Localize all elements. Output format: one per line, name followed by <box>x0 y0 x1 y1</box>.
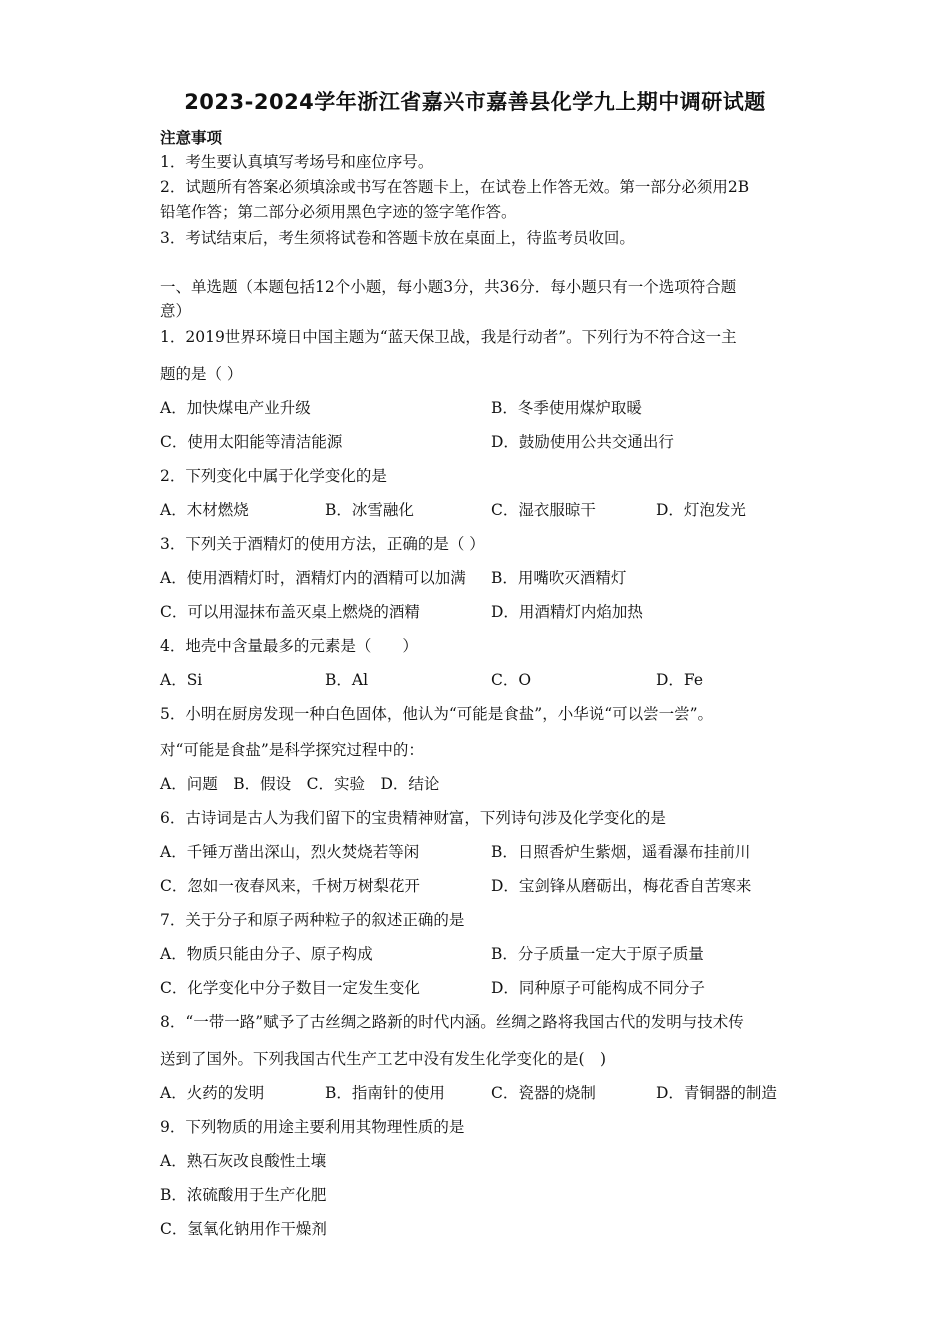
question-8-stem: 8．“一带一路”赋予了古丝绸之路新的时代内涵。丝绸之路将我国古代的发明与技术传 <box>160 1013 744 1031</box>
question-4-option-d: D．Fe <box>656 671 704 689</box>
question-1-stem: 1．2019世界环境日中国主题为“蓝天保卫战，我是行动者”。下列行为不符合这一主 <box>160 328 737 346</box>
question-7-option-d: D．同种原子可能构成不同分子 <box>491 979 705 997</box>
notice-item: 3．考试结束后，考生须将试卷和答题卡放在桌面上，待监考员收回。 <box>160 229 635 247</box>
section-heading-cont: 意） <box>160 302 192 320</box>
question-8-option-c: C．瓷器的烧制 <box>491 1084 596 1102</box>
question-3-option-d: D．用酒精灯内焰加热 <box>491 603 643 621</box>
question-1-option-c: C．使用太阳能等清洁能源 <box>160 433 343 451</box>
question-4-option-b: B．Al <box>325 671 369 689</box>
question-7-option-b: B．分子质量一定大于原子质量 <box>491 945 704 963</box>
section-heading: 一、单选题（本题包括12个小题，每小题3分，共36分．每小题只有一个选项符合题 <box>160 278 737 296</box>
notice-item: 铅笔作答；第二部分必须用黑色字迹的签字笔作答。 <box>160 203 517 221</box>
question-2-option-a: A．木材燃烧 <box>160 501 249 519</box>
question-4-stem: 4．地壳中含量最多的元素是（ ） <box>160 637 418 655</box>
question-6-option-a: A．千锤万凿出深山，烈火焚烧若等闲 <box>160 843 420 861</box>
question-2-option-c: C．湿衣服晾干 <box>491 501 596 519</box>
question-3-option-b: B．用嘴吹灭酒精灯 <box>491 569 627 587</box>
question-8-option-a: A．火药的发明 <box>160 1084 265 1102</box>
question-9-option-b: B．浓硫酸用于生产化肥 <box>160 1186 327 1204</box>
question-2-option-b: B．冰雪融化 <box>325 501 414 519</box>
notice-item: 1．考生要认真填写考场号和座位序号。 <box>160 153 434 171</box>
question-6-option-b: B．日照香炉生紫烟，遥看瀑布挂前川 <box>491 843 751 861</box>
question-3-option-c: C．可以用湿抹布盖灭桌上燃烧的酒精 <box>160 603 420 621</box>
question-9-option-a: A．熟石灰改良酸性土壤 <box>160 1152 327 1170</box>
question-7-option-a: A．物质只能由分子、原子构成 <box>160 945 373 963</box>
question-1-stem-cont: 题的是（ ） <box>160 365 243 383</box>
question-1-option-d: D．鼓励使用公共交通出行 <box>491 433 674 451</box>
question-5-options: A．问题 B．假设 C．实验 D．结论 <box>160 775 440 793</box>
question-2-stem: 2．下列变化中属于化学变化的是 <box>160 467 387 485</box>
question-9-stem: 9．下列物质的用途主要利用其物理性质的是 <box>160 1118 465 1136</box>
question-8-option-b: B．指南针的使用 <box>325 1084 445 1102</box>
question-1-option-a: A．加快煤电产业升级 <box>160 399 311 417</box>
question-5-stem-cont: 对“可能是食盐”是科学探究过程中的： <box>160 741 424 759</box>
question-7-stem: 7．关于分子和原子两种粒子的叙述正确的是 <box>160 911 465 929</box>
question-2-option-d: D．灯泡发光 <box>656 501 746 519</box>
question-9-option-c: C．氢氧化钠用作干燥剂 <box>160 1220 327 1238</box>
question-5-stem: 5．小明在厨房发现一种白色固体，他认为“可能是食盐”，小华说“可以尝一尝”。 <box>160 705 714 723</box>
exam-title: 2023-2024学年浙江省嘉兴市嘉善县化学九上期中调研试题 <box>184 90 766 114</box>
notice-heading: 注意事项 <box>160 128 223 147</box>
question-6-stem: 6．古诗词是古人为我们留下的宝贵精神财富，下列诗句涉及化学变化的是 <box>160 809 666 827</box>
question-6-option-d: D．宝剑锋从磨砺出，梅花香自苦寒来 <box>491 877 752 895</box>
question-8-stem-cont: 送到了国外。下列我国古代生产工艺中没有发生化学变化的是( ) <box>160 1050 607 1068</box>
question-1-option-b: B．冬季使用煤炉取暖 <box>491 399 642 417</box>
notice-item: 2．试题所有答案必须填涂或书写在答题卡上，在试卷上作答无效。第一部分必须用2B <box>160 178 750 196</box>
question-3-option-a: A．使用酒精灯时，酒精灯内的酒精可以加满 <box>160 569 466 587</box>
question-6-option-c: C．忽如一夜春风来，千树万树梨花开 <box>160 877 420 895</box>
question-4-option-a: A．Si <box>160 671 203 689</box>
question-3-stem: 3．下列关于酒精灯的使用方法，正确的是（ ） <box>160 535 485 553</box>
question-8-option-d: D．青铜器的制造 <box>656 1084 777 1102</box>
question-7-option-c: C．化学变化中分子数目一定发生变化 <box>160 979 420 997</box>
question-4-option-c: C．O <box>491 671 532 689</box>
